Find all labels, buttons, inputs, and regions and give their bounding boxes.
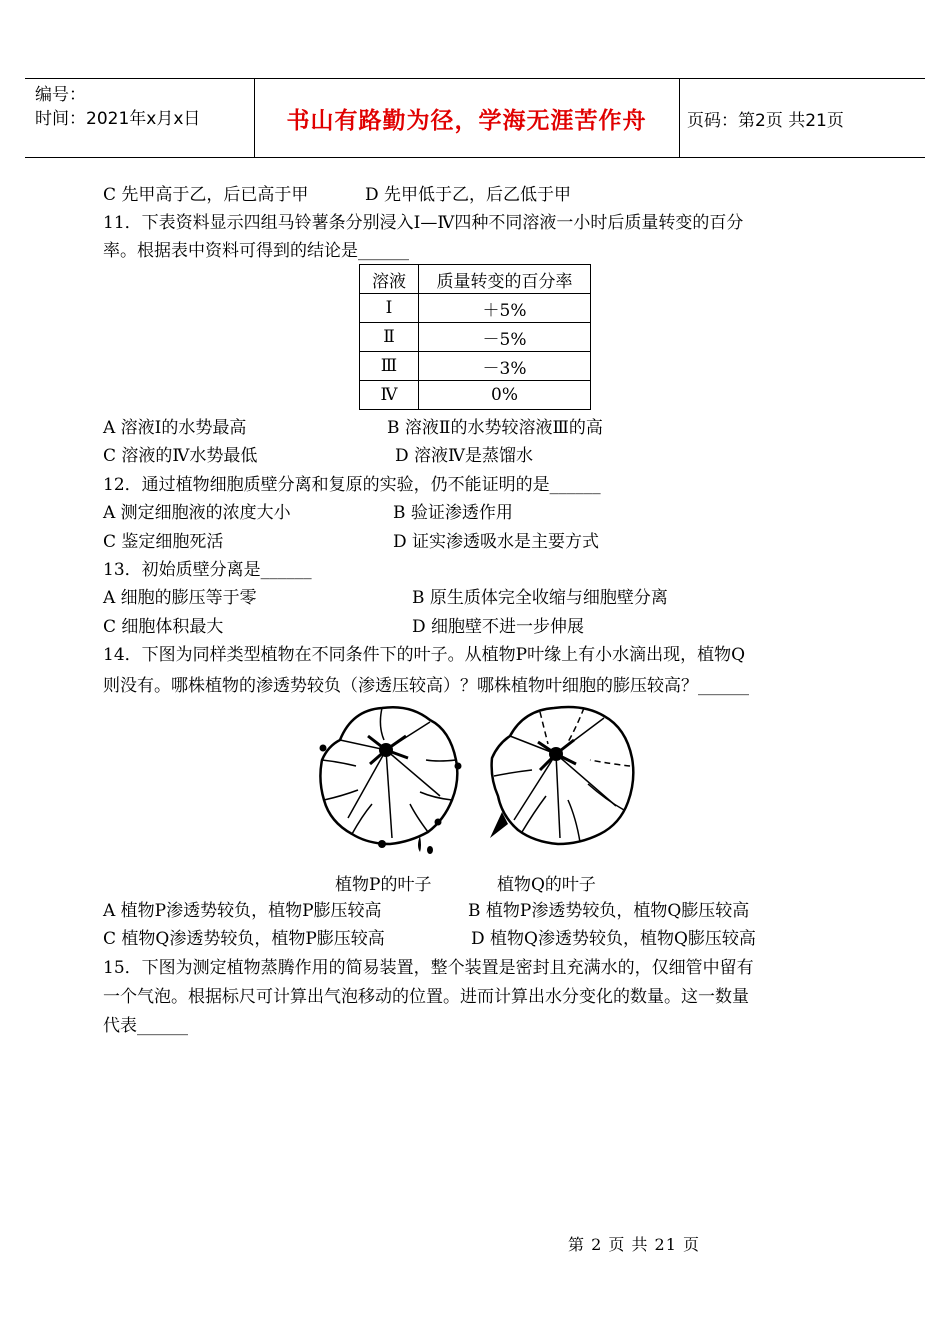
table-cell-solution: Ⅰ xyxy=(360,294,419,323)
table-cell-solution: Ⅲ xyxy=(360,352,419,381)
table-cell-change: －5% xyxy=(419,323,591,352)
document-number-label: 编号： xyxy=(35,85,86,105)
q13-option-d: D 细胞壁不进一步伸展 xyxy=(412,617,585,637)
table-row xyxy=(360,323,591,352)
leaf-q-illustration xyxy=(480,700,650,860)
table-header-solution: 溶液 xyxy=(360,265,419,294)
q11-stem-line1: 11．下表资料显示四组马铃薯条分别浸入Ⅰ—Ⅳ四种不同溶液一小时后质量转变的百分 xyxy=(103,213,744,233)
q13-option-b: B 原生质体完全收缩与细胞壁分离 xyxy=(412,588,668,608)
q15-stem-line3: 代表______ xyxy=(103,1016,188,1036)
q14-option-d: D 植物Q渗透势较负，植物Q膨压较高 xyxy=(471,929,756,949)
q12-stem: 12．通过植物细胞质壁分离和复原的实验，仍不能证明的是______ xyxy=(103,475,601,495)
table-cell-solution: Ⅳ xyxy=(360,381,419,410)
header-meta xyxy=(35,83,200,131)
q12-option-b: B 验证渗透作用 xyxy=(393,503,513,523)
table-cell-solution: Ⅱ xyxy=(360,323,419,352)
q12-option-d: D 证实渗透吸水是主要方式 xyxy=(393,532,600,552)
header-motto: 书山有路勤为径，学海无涯苦作舟 xyxy=(286,106,647,134)
q14-stem-line2: 则没有。哪株植物的渗透势较负（渗透压较高）？哪株植物叶细胞的膨压较高？______ xyxy=(103,676,749,696)
table-cell-change: ＋5% xyxy=(419,294,591,323)
q12-option-a: A 测定细胞液的浓度大小 xyxy=(103,503,291,523)
document-time-label: 时间：2021年x月x日 xyxy=(35,109,201,129)
q10-option-d: D 先甲低于乙，后乙低于甲 xyxy=(365,185,572,205)
q14-option-c: C 植物Q渗透势较负，植物P膨压较高 xyxy=(103,929,385,949)
q14-option-a: A 植物P渗透势较负，植物P膨压较高 xyxy=(103,901,382,921)
page-footer: 第 2 页 共 21 页 xyxy=(568,1235,700,1254)
page-header xyxy=(25,78,925,158)
table-row xyxy=(360,352,591,381)
q13-option-c: C 细胞体积最大 xyxy=(103,617,224,637)
q11-stem-line2: 率。根据表中资料可得到的结论是______ xyxy=(103,241,409,261)
q13-stem: 13．初始质壁分离是______ xyxy=(103,560,312,580)
q12-option-c: C 鉴定细胞死活 xyxy=(103,532,224,552)
table-cell-change: －3% xyxy=(419,352,591,381)
table-row xyxy=(360,381,591,410)
q13-option-a: A 细胞的膨压等于零 xyxy=(103,588,257,608)
table-header-row xyxy=(360,265,591,294)
table-row xyxy=(360,294,591,323)
q11-option-c: C 溶液的Ⅳ水势最低 xyxy=(103,446,258,466)
leaf-p-illustration xyxy=(310,700,470,860)
q11-option-d: D 溶液Ⅳ是蒸馏水 xyxy=(395,446,534,466)
q14-option-b: B 植物P渗透势较负，植物Q膨压较高 xyxy=(468,901,750,921)
q11-option-a: A 溶液Ⅰ的水势最高 xyxy=(103,418,247,438)
q10-option-c: C 先甲高于乙，后已高于甲 xyxy=(103,185,309,205)
header-page-info: 页码：第2页 共21页 xyxy=(687,110,844,131)
table-header-change: 质量转变的百分率 xyxy=(419,265,591,294)
q14-stem-line1: 14．下图为同样类型植物在不同条件下的叶子。从植物P叶缘上有小水滴出现，植物Q xyxy=(103,645,746,665)
leaf-q-caption: 植物Q的叶子 xyxy=(497,875,596,895)
table-cell-change: 0% xyxy=(419,381,591,410)
q15-stem-line2: 一个气泡。根据标尺可计算出气泡移动的位置。进而计算出水分变化的数量。这一数量 xyxy=(103,987,749,1007)
q15-stem-line1: 15．下图为测定植物蒸腾作用的简易装置，整个装置是密封且充满水的，仅细管中留有 xyxy=(103,958,754,978)
solution-table xyxy=(359,264,591,410)
leaf-p-caption: 植物P的叶子 xyxy=(335,875,432,895)
header-divider xyxy=(679,79,680,157)
q11-option-b: B 溶液Ⅱ的水势较溶液Ⅲ的高 xyxy=(387,418,603,438)
